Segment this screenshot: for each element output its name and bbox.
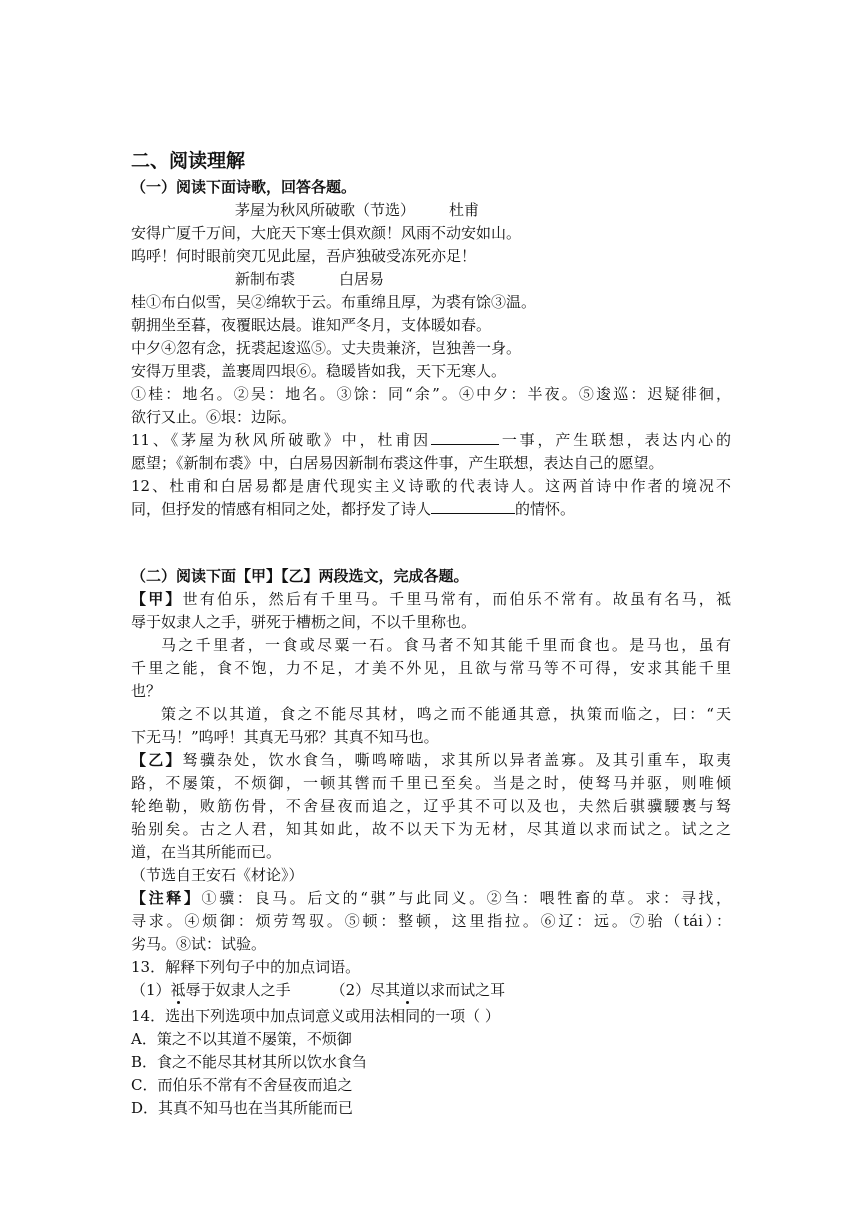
passage-jia: 【甲】世有伯乐，然后有千里马。千里马常有，而伯乐不常有。故虽有名马，祗 <box>131 590 731 608</box>
passage-yi: 【乙】驽骥杂处，饮水食刍，嘶鸣啼啮，求其所以异者盖寡。及其引重车，取夷 <box>131 751 731 769</box>
poem2-line: 安得万里裘，盖裹周四垠⑥。稳暖皆如我，天下无寒人。 <box>131 362 507 380</box>
document-body <box>131 146 731 1120</box>
question-11-cont: 愿望；《新制布裘》中，白居易因新制布裘这件事，产生联想，表达自己的愿望。 <box>131 454 664 472</box>
q11-text: 一事，产生联想，表达内心的 <box>498 431 731 449</box>
passage-source: （节选自王安石《材论》） <box>131 866 304 884</box>
passage-notes: 劣马。⑧试：试验。 <box>131 935 267 953</box>
passage-label-jia: 【甲】 <box>131 590 183 608</box>
passage-yi: 路，不屡策，不烦御，一顿其辔而千里已至矣。当是之时，使驽马并驱，则唯倾 <box>131 774 731 792</box>
passage-jia: 下无马！”呜呼！其真无马邪？其真不知马也。 <box>131 728 439 746</box>
dotted-word: 祗 <box>170 981 186 999</box>
question-11 <box>131 429 731 452</box>
q14-option[interactable]: A．策之不以其道不屡策，不烦御 <box>131 1030 352 1048</box>
dotted-word: 道 <box>400 981 416 999</box>
question-14: 14．选出下列选项中加点词意义或用法相同的一项（ ） <box>131 1007 500 1025</box>
question-12-cont <box>131 498 731 521</box>
poem2-title: 新制布裘 <box>235 270 296 288</box>
poem1-title: 茅屋为秋风所破歌（节选） <box>235 201 416 219</box>
q12-text: 的情怀。 <box>515 500 576 518</box>
poem1-title-line <box>131 199 731 222</box>
question-13-items: （1）祗辱于奴隶人之手 （2）尽其道以求而试之耳 <box>131 981 506 999</box>
question-12: 12、杜甫和白居易都是唐代现实主义诗歌的代表诗人。这两首诗中作者的境况不 <box>131 477 731 495</box>
q12-text: 同，但抒发的情感有相同之处，都抒发了诗人 <box>131 500 432 518</box>
poem1-line: 呜呼！何时眼前突兀见此屋，吾庐独破受冻死亦足！ <box>131 247 477 265</box>
passage-label-yi: 【乙】 <box>131 751 183 769</box>
passage-jia: 策之不以其道，食之不能尽其材，鸣之而不能通其意，执策而临之，曰：“天 <box>161 705 731 723</box>
poem2-line: 朝拥坐至暮，夜覆眠达晨。谁知严冬月，支体暖如春。 <box>131 316 492 334</box>
poem1-line: 安得广厦千万间，大庇天下寒士俱欢颜！风雨不动安如山。 <box>131 224 522 242</box>
passage-yi: 轮绝勒，败筋伤骨，不舍昼夜而追之，辽乎其不可以及也，夫然后骐骥騕褭与驽 <box>131 797 731 815</box>
poem2-title-line <box>131 268 731 291</box>
q14-option[interactable]: B．食之不能尽其材其所以饮水食刍 <box>131 1053 368 1071</box>
part1-heading: （一）阅读下面诗歌，回答各题。 <box>131 178 357 196</box>
answer-blank[interactable] <box>431 429 499 445</box>
passage-yi: 道，在当其所能而已。 <box>131 843 282 861</box>
answer-blank[interactable] <box>431 498 515 514</box>
passage-jia: 辱于奴隶人之手，骈死于槽枥之间，不以千里称也。 <box>131 613 477 631</box>
section-title: 二、阅读理解 <box>131 150 246 172</box>
part2-heading: （二）阅读下面【甲】【乙】两段选文，完成各题。 <box>131 567 469 585</box>
poem1-author: 杜甫 <box>449 201 480 219</box>
notes-label: 【注释】 <box>131 889 202 907</box>
passage-jia: 千里之能，食不饱，力不足，才美不外见，且欲与常马等不可得，安求其能千里 <box>131 659 731 677</box>
passage-notes: 寻求。④烦御：烦劳驾驭。⑤顿：整顿，这里指拉。⑥辽：远。⑦骀（tái）： <box>131 912 731 930</box>
question-13: 13．解释下列句子中的加点词语。 <box>131 958 361 976</box>
passage-jia: 马之千里者，一食或尽粟一石。食马者不知其能千里而食也。是马也，虽有 <box>161 636 731 654</box>
passage-notes: 【注释】①骥：良马。后文的“骐”与此同义。②刍：喂牲畜的草。求：寻找， <box>131 889 731 907</box>
q14-option[interactable]: C．而伯乐不常有不舍昼夜而追之 <box>131 1076 353 1094</box>
passage-yi: 骀别矣。古之人君，知其如此，故不以天下为无材，尽其道以求而试之。试之之 <box>131 820 731 838</box>
poem2-line: 中夕④忽有念，抚裘起逡巡⑤。丈夫贵兼济，岂独善一身。 <box>131 339 522 357</box>
poem2-line: 桂①布白似雪，吴②绵软于云。布重绵且厚，为裘有馀③温。 <box>131 293 537 311</box>
poem-notes: ①桂：地名。②吴：地名。③馀：同“余”。④中夕：半夜。⑤逡巡：迟疑徘徊， <box>131 385 731 403</box>
poem-notes: 欲行又止。⑥垠：边际。 <box>131 408 297 426</box>
passage-jia: 也？ <box>131 682 162 700</box>
poem2-author: 白居易 <box>339 270 385 288</box>
q11-text: 11、《茅屋为秋风所破歌》中，杜甫因 <box>131 431 431 449</box>
q14-option[interactable]: D．其真不知马也在当其所能而已 <box>131 1099 354 1117</box>
